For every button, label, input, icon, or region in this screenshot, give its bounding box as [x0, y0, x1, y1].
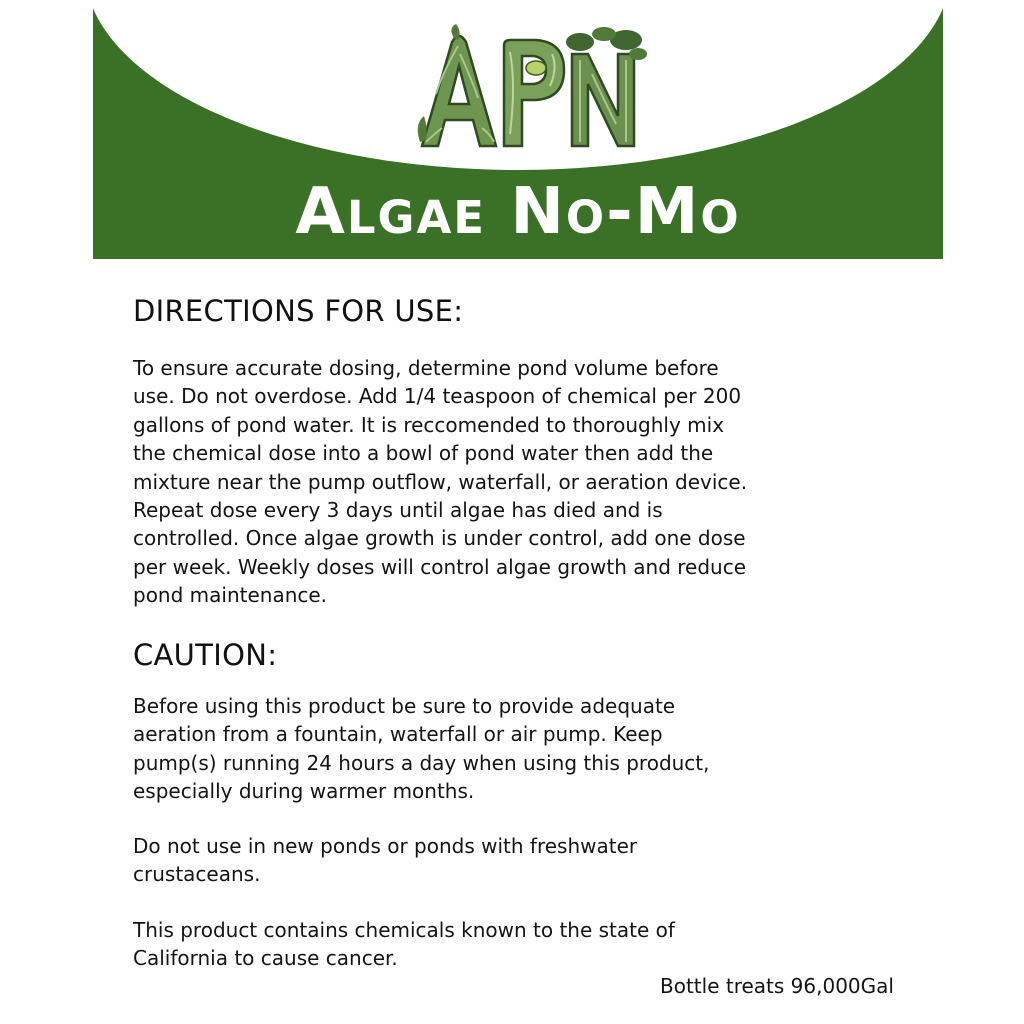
caution-line: Before using this product be sure to provide adequate: [133, 694, 676, 718]
directions-line: pond maintenance.: [133, 583, 328, 608]
caution-line: crustaceans.: [133, 862, 261, 887]
apn-logo: [412, 24, 648, 156]
caution-line: especially during warmer months.: [133, 779, 475, 804]
directions-line: the chemical dose into a bowl of pond water then add the: [133, 441, 714, 466]
caution-line: Do not use in new ponds or ponds with freshwater: [133, 834, 638, 858]
caution-paragraph-ponds: [133, 832, 637, 889]
directions-line: use. Do not overdose. Add 1/4 teaspoon of chemical per 200: [133, 384, 742, 409]
directions-line: per week. Weekly doses will control algae growth and reduce: [133, 554, 747, 579]
directions-line: To ensure accurate dosing, determine pond volume before: [133, 356, 719, 380]
caution-line: This product contains chemicals known to the state of: [133, 918, 675, 942]
directions-heading: DIRECTIONS FOR USE:: [133, 294, 464, 328]
product-title: Algae No-Mo: [295, 175, 741, 249]
directions-line: Repeat dose every 3 days until algae has died and is: [133, 498, 663, 523]
caution-line: aeration from a fountain, waterfall or air pump. Keep: [133, 722, 663, 747]
caution-paragraph-aeration: [133, 692, 710, 806]
caution-line: California to cause cancer.: [133, 946, 398, 971]
directions-line: mixture near the pump outflow, waterfall, or aeration device.: [133, 469, 748, 494]
caution-heading: CAUTION:: [133, 638, 278, 672]
directions-line: controlled. Once algae growth is under control, add one dose: [133, 526, 746, 551]
directions-line: gallons of pond water. It is reccomended to thoroughly mix: [133, 412, 725, 437]
bottle-treats-note: Bottle treats 96,000Gal: [660, 974, 894, 998]
directions-body: [133, 354, 747, 610]
caution-line: pump(s) running 24 hours a day when using this product,: [133, 750, 710, 775]
caution-paragraph-california: [133, 916, 675, 973]
